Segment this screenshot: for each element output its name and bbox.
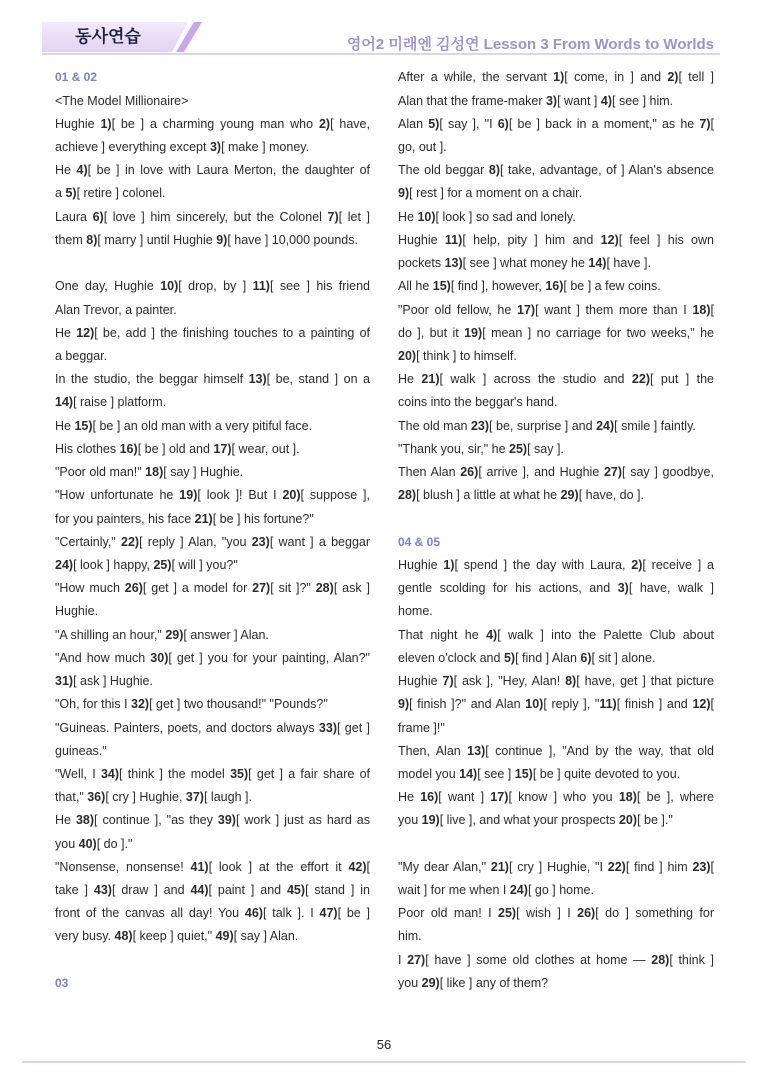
blank-number: 4) — [76, 163, 88, 178]
text-line: very busy. 48)[ keep ] quiet," 49)[ say ] Alan. — [55, 929, 299, 944]
text-line: He 16)[ want ] 17)[ know ] who you 18)[ be ], where — [398, 790, 714, 805]
text-line: 28)[ blush ] a little at what he 29)[ have, do ]. — [398, 488, 645, 503]
text-line: wait ] for me when I 24)[ go ] home. — [398, 883, 594, 898]
text-line: 20)[ think ] to himself. — [398, 349, 517, 364]
paragraph — [398, 856, 714, 902]
paragraph — [398, 113, 714, 159]
paragraph — [55, 322, 370, 368]
blank-number: 6) — [580, 650, 592, 665]
paragraph — [55, 856, 370, 949]
text-line: "How unfortunate he 19)[ look ]! But I 20)[ suppose ], — [55, 488, 370, 503]
section-heading: 03 — [55, 975, 69, 990]
text-line: "How much 26)[ get ] a model for 27)[ sit ]?" 28)[ ask ] — [55, 581, 370, 596]
text-line: Hughie 11)[ help, pity ] him and 12)[ feel ] his own — [398, 232, 714, 247]
blank-number: 21) — [421, 372, 440, 387]
right-column — [398, 66, 714, 995]
blank-number: 16) — [545, 279, 564, 294]
blank-number: 23) — [470, 418, 490, 433]
paragraph — [55, 531, 370, 577]
text-block — [398, 554, 714, 833]
paragraph — [55, 206, 370, 252]
blank-number: 20) — [398, 349, 417, 364]
text-line: 24)[ look ] happy, 25)[ will ] you?" — [55, 557, 238, 572]
blank-number: 18) — [692, 302, 711, 317]
blank-number: 8) — [565, 674, 577, 689]
section — [398, 66, 714, 507]
blank-number: 26) — [577, 906, 596, 921]
text-line: He 4)[ be ] in love with Laura Merton, the daughter of — [55, 163, 370, 178]
text-line: Poor old man! I 25)[ wish ] I 26)[ do ] something for — [398, 906, 714, 921]
paragraph — [55, 159, 370, 205]
paragraph — [55, 368, 370, 414]
blank-number: 35) — [230, 766, 249, 781]
text-line: "Well, I 34)[ think ] the model 35)[ get ] a fair share of — [55, 766, 370, 781]
paragraph — [398, 229, 714, 275]
text-line: pockets 13)[ see ] what money he 14)[ have ]. — [398, 256, 651, 271]
text-line: Alan 5)[ say ], "I 6)[ be ] back in a moment," as he 7)[ — [398, 116, 714, 131]
paragraph — [398, 206, 714, 229]
paragraph — [55, 809, 370, 855]
blank-number: 48) — [114, 929, 133, 944]
text-line: him. — [398, 929, 422, 944]
blank-number: 13) — [467, 743, 486, 758]
blank-number: 3) — [617, 581, 629, 596]
blank-number: 4) — [486, 627, 498, 642]
left-column — [55, 66, 370, 995]
blank-number: 2) — [318, 116, 331, 131]
blank-number: 38) — [75, 813, 95, 828]
blank-line — [398, 833, 714, 856]
blank-number: 17) — [213, 441, 232, 456]
blank-number: 21) — [194, 511, 213, 526]
text-line: do ], but it 19)[ mean ] no carriage for two weeks," he — [398, 325, 714, 340]
blank-line — [55, 949, 370, 972]
blank-number: 24) — [55, 557, 74, 572]
paragraph — [55, 693, 370, 716]
blank-number: 22) — [631, 372, 650, 387]
blank-number: 28) — [651, 952, 670, 967]
blank-number: 1) — [443, 557, 455, 572]
page-number: 56 — [376, 1037, 392, 1052]
text-line: Laura 6)[ love ] him sincerely, but the Colonel 7)[ let ] — [55, 209, 370, 224]
text-line: "Thank you, sir," he 25)[ say ]. — [398, 441, 564, 456]
text-line: achieve ] everything except 3)[ make ] money. — [55, 140, 310, 155]
paragraph — [398, 66, 714, 112]
blank-number: 17) — [517, 302, 536, 317]
blank-number: 14) — [55, 395, 74, 410]
paragraph — [55, 113, 370, 159]
paragraph — [55, 275, 370, 321]
text-line: After a while, the servant 1)[ come, in ] and 2)[ tell ] — [398, 70, 714, 85]
header-badge-label: 동사연습 — [75, 27, 141, 47]
blank-number: 42) — [348, 859, 367, 874]
text-line: front of the canvas all day! You 46)[ talk ]. I 47)[ be ] — [55, 906, 370, 921]
paragraph — [398, 415, 714, 438]
blank-number: 25) — [509, 441, 528, 456]
text-line: eleven o'clock and 5)[ find ] Alan 6)[ sit ] alone. — [398, 650, 656, 665]
blank-number: 3) — [209, 140, 222, 155]
blank-number: 17) — [490, 790, 509, 805]
text-line: Alan Trevor, a painter. — [55, 302, 177, 317]
blank-number: 49) — [215, 929, 234, 944]
text-line: "Poor old fellow, he 17)[ want ] them more than I 18)[ — [398, 302, 714, 317]
blank-number: 22) — [607, 859, 626, 874]
text-line: "Oh, for this I 32)[ get ] two thousand!" "Pounds?" — [55, 697, 328, 712]
paragraph — [398, 554, 714, 624]
blank-number: 45) — [286, 883, 306, 898]
text-line: All he 15)[ find ], however, 16)[ be ] a few coins. — [398, 279, 661, 294]
text-line: for you painters, his face 21)[ be ] his fortune?" — [55, 511, 314, 526]
paragraph — [398, 275, 714, 298]
blank-number: 21) — [490, 859, 509, 874]
text-line: frame ]!" — [398, 720, 445, 735]
text-line: That night he 4)[ walk ] into the Palette Club about — [398, 627, 714, 642]
text-line: His clothes 16)[ be ] old and 17)[ wear, out ]. — [55, 441, 300, 456]
blank-number: 2) — [667, 70, 679, 85]
text-line: Alan that the frame-maker 3)[ want ] 4)[ see ] him. — [398, 93, 674, 108]
blank-number: 23) — [692, 859, 711, 874]
blank-number: 5) — [428, 116, 440, 131]
blank-number: 12) — [76, 325, 95, 340]
blank-line — [55, 252, 370, 275]
text-line: 31)[ ask ] Hughie. — [55, 674, 153, 689]
text-block — [398, 856, 714, 995]
blank-number: 19) — [179, 488, 198, 503]
blank-number: 19) — [464, 325, 483, 340]
paragraph — [398, 740, 714, 786]
blank-number: 8) — [86, 232, 98, 247]
text-block — [398, 66, 714, 507]
text-line: He 15)[ be ] an old man with a very pitiful face. — [55, 418, 313, 433]
blank-number: 5) — [503, 650, 516, 665]
text-line: Then Alan 26)[ arrive ], and Hughie 27)[ say ] goodbye, — [398, 465, 714, 480]
blank-number: 20) — [282, 488, 301, 503]
blank-number: 15) — [514, 766, 533, 781]
blank-number: 20) — [618, 813, 638, 828]
text-line: He 21)[ walk ] across the studio and 22)[ put ] the — [398, 372, 714, 387]
blank-number: 33) — [318, 720, 337, 735]
blank-number: 11) — [599, 697, 617, 712]
blank-number: 29) — [560, 488, 579, 503]
text-line: The old man 23)[ be, surprise ] and 24)[ smile ] faintly. — [398, 418, 696, 433]
blank-number: 37) — [185, 790, 204, 805]
blank-number: 19) — [421, 813, 440, 828]
blank-number: 3) — [545, 93, 558, 108]
text-line: that," 36)[ cry ] Hughie, 37)[ laugh ]. — [55, 790, 252, 805]
text-line: gentle scolding for his actions, and 3)[ have, walk ] — [398, 581, 714, 596]
text-line: guineas." — [55, 743, 107, 758]
blank-number: 13) — [444, 256, 463, 271]
blank-number: 15) — [74, 418, 93, 433]
paragraph — [55, 577, 370, 623]
blank-number: 32) — [131, 697, 150, 712]
blank-number: 9) — [398, 697, 410, 712]
blank-number: 7) — [699, 116, 711, 131]
paragraph — [55, 415, 370, 438]
section-heading: 04 & 05 — [398, 534, 441, 549]
paragraph — [398, 670, 714, 740]
blank-number: 18) — [618, 790, 637, 805]
blank-number: 24) — [596, 418, 615, 433]
text-line: 9)[ finish ]?" and Alan 10)[ reply ], "11)[ finish ] and 12)[ — [398, 697, 714, 712]
blank-number: 10) — [525, 697, 544, 712]
blank-number: 27) — [252, 581, 271, 596]
text-line: 14)[ raise ] platform. — [55, 395, 167, 410]
paragraph — [398, 368, 714, 414]
blank-number: 22) — [121, 534, 140, 549]
blank-number: 40) — [78, 836, 97, 851]
blank-number: 9) — [398, 186, 410, 201]
text-line: a beggar. — [55, 349, 108, 364]
blank-number: 10) — [160, 279, 179, 294]
text-line: He 12)[ be, add ] the finishing touches to a painting of — [55, 325, 370, 340]
blank-number: 2) — [631, 557, 643, 572]
blank-number: 47) — [319, 906, 338, 921]
blank-number: 7) — [327, 209, 339, 224]
blank-number: 27) — [603, 465, 623, 480]
blank-number: 18) — [145, 465, 164, 480]
blank-number: 41) — [190, 859, 209, 874]
text-line: coins into the beggar's hand. — [398, 395, 558, 410]
section — [398, 531, 714, 995]
text-line: you 40)[ do ]." — [55, 836, 133, 851]
blank-number: 12) — [600, 232, 619, 247]
blank-number: 28) — [315, 581, 334, 596]
header-course-title: 영어2 미래엔 김성연 Lesson 3 From Words to Worlds — [346, 36, 714, 53]
text-line: Hughie. — [55, 604, 99, 619]
blank-number: 39) — [217, 813, 236, 828]
blank-number: 14) — [459, 766, 478, 781]
blank-number: 7) — [442, 674, 454, 689]
blank-number: 16) — [420, 790, 439, 805]
paragraph — [55, 647, 370, 693]
blank-number: 14) — [588, 256, 607, 271]
blank-number: 11) — [444, 232, 463, 247]
text-block — [55, 275, 370, 948]
text-line: home. — [398, 604, 433, 619]
paragraph — [398, 949, 714, 995]
footer-divider — [22, 1061, 746, 1063]
blank-number: 9) — [216, 232, 228, 247]
paragraph — [398, 902, 714, 948]
text-line: them 8)[ marry ] until Hughie 9)[ have ] 10,000 pounds. — [55, 232, 358, 247]
text-line: He 10)[ look ] so sad and lonely. — [398, 209, 576, 224]
text-line: Hughie 7)[ ask ], "Hey, Alan! 8)[ have, get ] that picture — [398, 674, 714, 689]
blank-number: 44) — [190, 883, 209, 898]
blank-number: 25) — [498, 906, 517, 921]
blank-number: 29) — [165, 627, 184, 642]
text-line: take ] 43)[ draw ] and 44)[ paint ] and 45)[ stand ] in — [55, 883, 370, 898]
text-line: I 27)[ have ] some old clothes at home — 28)[ think ] — [398, 952, 714, 967]
blank-number: 34) — [100, 766, 120, 781]
blank-number: 46) — [244, 906, 263, 921]
text-line: "My dear Alan," 21)[ cry ] Hughie, "I 22)[ find ] him 23)[ — [398, 859, 714, 874]
text-line: "Poor old man!" 18)[ say ] Hughie. — [55, 465, 244, 480]
text-block — [55, 113, 370, 252]
blank-number: 25) — [153, 557, 172, 572]
paragraph — [398, 624, 714, 670]
blank-number: 26) — [460, 465, 479, 480]
text-line: "Certainly," 22)[ reply ] Alan, "you 23)[ want ] a beggar — [55, 534, 370, 549]
section — [55, 972, 370, 995]
text-line: The old beggar 8)[ take, advantage, of ] Alan's absence — [398, 163, 714, 178]
story-title: <The Model Millionaire> — [55, 93, 189, 108]
blank-line — [398, 508, 714, 531]
blank-number: 16) — [119, 441, 138, 456]
blank-number: 36) — [87, 790, 106, 805]
paragraph — [55, 624, 370, 647]
text-line: Hughie 1)[ be ] a charming young man who 2)[ have, — [55, 116, 370, 131]
blank-number: 11) — [252, 279, 270, 294]
paragraph — [55, 484, 370, 530]
blank-number: 27) — [407, 952, 426, 967]
blank-number: 24) — [509, 883, 528, 898]
paragraph — [398, 786, 714, 832]
text-line: "And how much 30)[ get ] you for your painting, Alan?" — [55, 650, 370, 665]
text-line: model you 14)[ see ] 15)[ be ] quite devoted to you. — [398, 766, 681, 781]
paragraph — [55, 763, 370, 809]
text-line: He 38)[ continue ], "as they 39)[ work ] just as hard as — [55, 813, 370, 828]
paragraph — [398, 159, 714, 205]
blank-number: 1) — [100, 116, 112, 131]
blank-number: 28) — [398, 488, 417, 503]
paragraph — [398, 461, 714, 507]
text-line: 9)[ rest ] for a moment on a chair. — [398, 186, 583, 201]
text-line: Then, Alan 13)[ continue ], "And by the way, that old — [398, 743, 714, 758]
blank-number: 26) — [124, 581, 143, 596]
text-line: In the studio, the beggar himself 13)[ be, stand ] on a — [55, 372, 370, 387]
blank-number: 6) — [92, 209, 104, 224]
text-line: you 29)[ like ] any of them? — [398, 975, 549, 990]
paragraph — [398, 299, 714, 369]
section — [55, 66, 370, 948]
text-line: "A shilling an hour," 29)[ answer ] Alan. — [55, 627, 269, 642]
blank-number: 5) — [65, 186, 77, 201]
text-line: you 19)[ live ], and what your prospects 20)[ be ]." — [398, 813, 673, 828]
text-line: a 5)[ retire ] colonel. — [55, 186, 166, 201]
paragraph — [55, 438, 370, 461]
blank-number: 8) — [488, 163, 500, 178]
text-line: go, out ]. — [398, 140, 447, 155]
blank-number: 6) — [497, 116, 509, 131]
paragraph — [55, 461, 370, 484]
text-line: "Guineas. Painters, poets, and doctors always 33)[ get ] — [55, 720, 370, 735]
paragraph — [398, 438, 714, 461]
text-line: One day, Hughie 10)[ drop, by ] 11)[ see ] his friend — [55, 279, 370, 294]
blank-number: 23) — [251, 534, 270, 549]
text-line: Hughie 1)[ spend ] the day with Laura, 2)[ receive ] a — [398, 557, 714, 572]
blank-number: 30) — [150, 650, 169, 665]
blank-number: 15) — [432, 279, 451, 294]
blank-number: 43) — [93, 883, 112, 898]
paragraph — [55, 717, 370, 763]
header-divider — [42, 53, 720, 55]
blank-number: 31) — [55, 674, 74, 689]
blank-number: 13) — [248, 372, 267, 387]
blank-number: 1) — [553, 70, 565, 85]
text-line: "Nonsense, nonsense! 41)[ look ] at the effort it 42)[ — [55, 859, 370, 874]
blank-number: 10) — [417, 209, 436, 224]
blank-number: 12) — [692, 697, 711, 712]
section-heading: 01 & 02 — [55, 70, 98, 85]
blank-number: 4) — [600, 93, 613, 108]
blank-number: 29) — [421, 975, 440, 990]
